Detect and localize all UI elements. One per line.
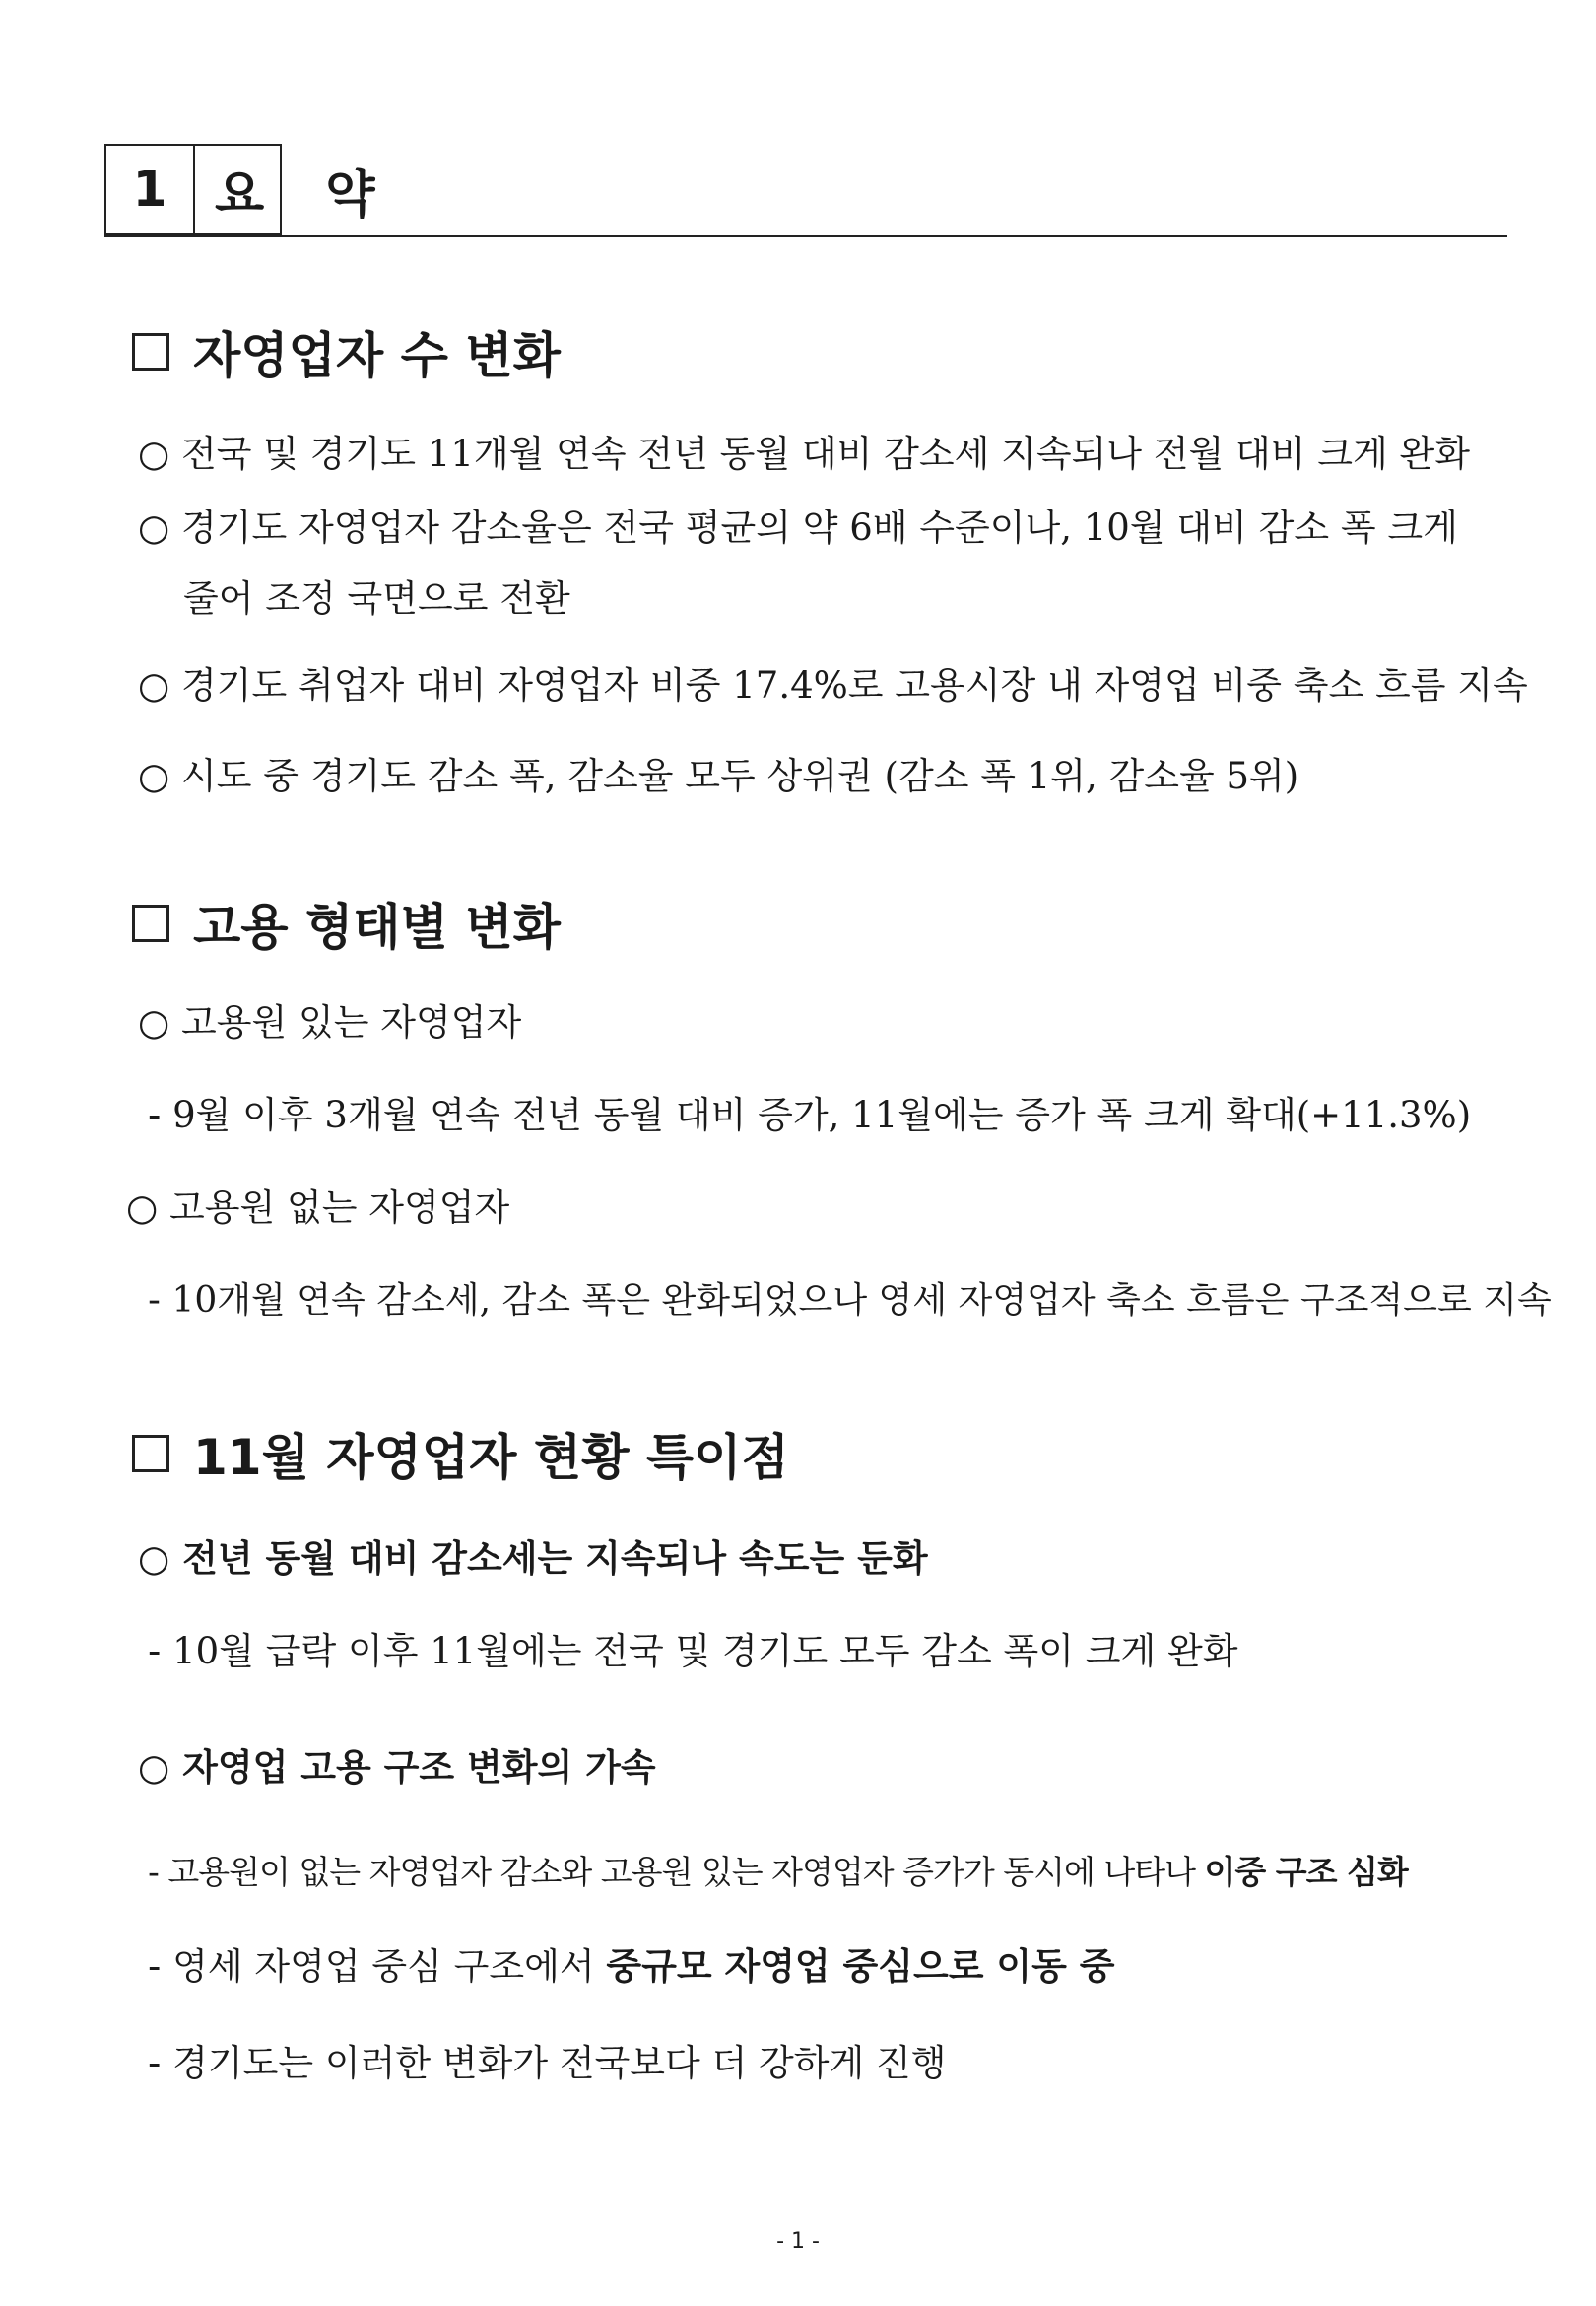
bullet-text: 영세 자영업 중심 구조에서 [172, 1945, 607, 1988]
circle-bullet-icon: ○ [138, 1001, 182, 1044]
dash-line [148, 1941, 1115, 1993]
checkbox-square-icon [132, 905, 169, 942]
section-heading-november-highlights [132, 1419, 789, 1488]
dash-line [148, 1275, 1552, 1326]
dash-bullet: - [148, 1945, 173, 1988]
header-rule [104, 235, 1507, 237]
bullet-text: 전년 동월 대비 감소세는 지속되나 속도는 둔화 [182, 1537, 928, 1580]
circle-bullet-icon: ○ [138, 1537, 183, 1580]
bullet-emphasis: 이중 구조 심화 [1204, 1853, 1408, 1891]
bullet-line [138, 503, 1458, 554]
chapter-header [104, 144, 1507, 237]
section-heading-text: 11월 자영업자 현황 특이점 [193, 1429, 789, 1486]
circle-bullet-icon: ○ [138, 433, 182, 475]
bullet-text: 9월 이후 3개월 연속 전년 동월 대비 증가, 11월에는 증가 폭 크게 확대(+11.3%) [172, 1094, 1472, 1136]
bullet-text: 10개월 연속 감소세, 감소 폭은 완화되었으나 영세 자영업자 축소 흐름은 구조적으로 지속 [171, 1280, 1552, 1321]
dash-line [148, 1090, 1471, 1141]
bullet-text: 고용원 없는 자영업자 [169, 1187, 510, 1229]
bullet-text: 줄어 조정 국면으로 전환 [183, 577, 570, 620]
checkbox-square-icon [132, 333, 169, 371]
bullet-text: 경기도 자영업자 감소율은 전국 평균의 약 6배 수준이나, 10월 대비 감소 폭 크게 [181, 507, 1458, 549]
bullet-line [138, 997, 521, 1049]
bullet-line [138, 751, 1298, 802]
bullet-text: 시도 중 경기도 감소 폭, 감소율 모두 상위권 (감소 폭 1위, 감소율 5위) [181, 755, 1299, 797]
dash-line [148, 1847, 1408, 1898]
bullet-text: 자영업 고용 구조 변화의 가속 [182, 1746, 656, 1789]
bullet-emphasis: 중규모 자영업 중심으로 이동 중 [606, 1945, 1115, 1988]
dash-bullet: - [148, 1094, 173, 1136]
section-heading-text: 자영업자 수 변화 [193, 327, 561, 384]
bullet-line-bold [138, 1533, 928, 1585]
chapter-title: 요 약 [215, 165, 397, 225]
dash-bullet: - [148, 1853, 168, 1891]
bullet-text: 경기도는 이러한 변화가 전국보다 더 강하게 진행 [172, 2042, 947, 2084]
bullet-text: 경기도 취업자 대비 자영업자 비중 17.4%로 고용시장 내 자영업 비중 축소 흐름 지속 [181, 664, 1528, 707]
checkbox-square-icon [132, 1435, 169, 1472]
chapter-number: 1 [106, 146, 195, 233]
dash-bullet: - [148, 1280, 172, 1321]
dash-line [148, 1626, 1237, 1677]
bullet-text: 고용원 있는 자영업자 [181, 1001, 522, 1044]
bullet-line [138, 429, 1470, 480]
bullet-text: 전국 및 경기도 11개월 연속 전년 동월 대비 감소세 지속되나 전월 대비 크게 완화 [181, 433, 1471, 475]
bullet-line [138, 660, 1528, 712]
section-heading-self-employed-count [132, 317, 561, 386]
circle-bullet-icon: ○ [138, 664, 182, 707]
bullet-continuation [183, 574, 570, 625]
dash-line [148, 2038, 947, 2089]
section-heading-text: 고용 형태별 변화 [193, 899, 561, 956]
dash-bullet: - [148, 1630, 173, 1672]
circle-bullet-icon: ○ [138, 507, 182, 549]
bullet-text: 10월 급락 이후 11월에는 전국 및 경기도 모두 감소 폭이 크게 완화 [172, 1630, 1238, 1672]
circle-bullet-icon: ○ [138, 755, 182, 797]
page-number: - 1 - [776, 2229, 820, 2254]
bullet-text: 고용원이 없는 자영업자 감소와 고용원 있는 자영업자 증가가 동시에 나타나 [167, 1853, 1205, 1891]
circle-bullet-icon: ○ [126, 1187, 170, 1229]
circle-bullet-icon: ○ [138, 1746, 183, 1789]
bullet-line-bold [138, 1742, 656, 1794]
section-heading-employment-type [132, 889, 561, 958]
bullet-line [126, 1183, 509, 1234]
dash-bullet: - [148, 2042, 173, 2084]
